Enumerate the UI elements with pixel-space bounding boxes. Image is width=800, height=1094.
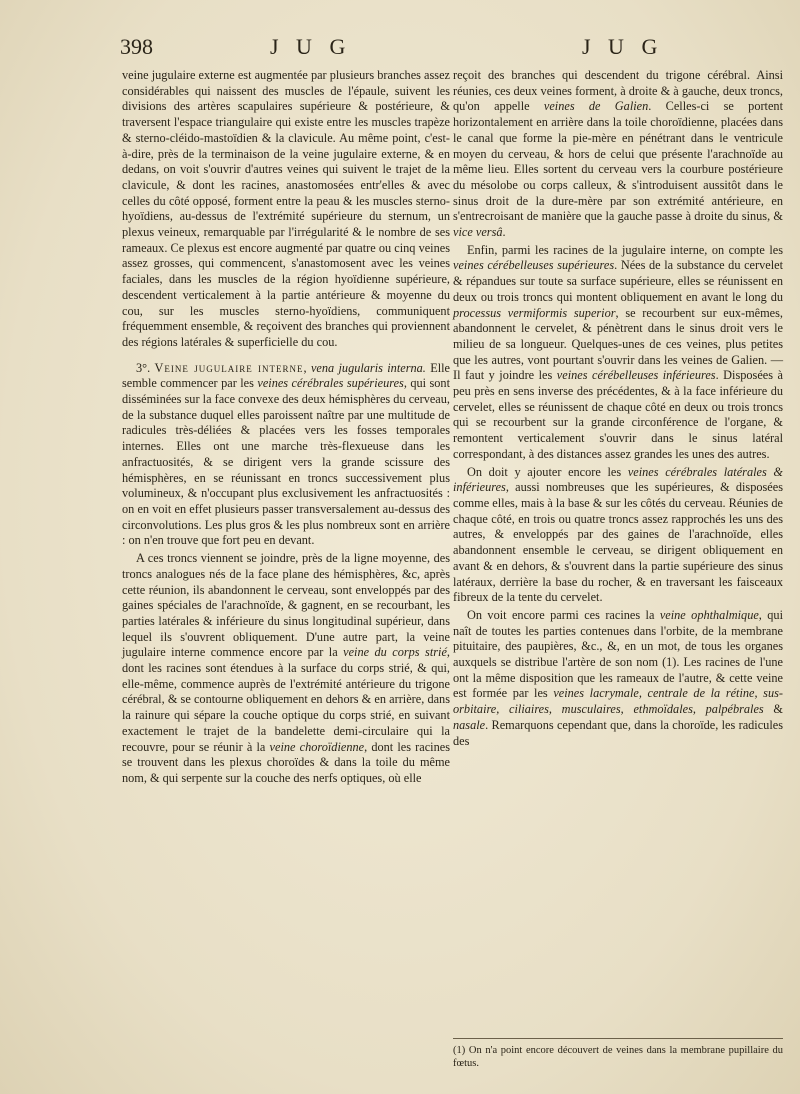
paragraph: [453, 608, 783, 749]
italic-term: vice versâ: [453, 225, 503, 240]
paragraph: [453, 465, 783, 606]
italic-term: nasale: [453, 717, 486, 732]
text-run: Enfin, parmi les racines de la jugulaire interne, on compte les: [467, 242, 783, 257]
text-run: Elle semble commencer par les: [122, 360, 450, 391]
text-run: , aussi nombreuses que les supérieures, & disposées comme elles, mais à la base & sur les côtés du cerveau. Réunies de chaque côté, en trois ou quatre troncs assez rapprochés les uns des autres, & enveloppés par des gaines de l'arachnoïde, elles abandonnent ensemble le cerveau, se dirigent obliquement en avant & en dehors, & s'ouvrent dans la partie supérieure des sinus latéraux, derrière la base du rocher, & en traversant les faisceaux fibreux de la tente du cervelet.: [453, 480, 783, 605]
text-run: , qui naît de toutes les parties contenues dans l'orbite, de la membrane pituitaire, des paupières, &c., &, en un mot, de tous les organes auxquels se distribue l'artère de son nom (1). Les racines de l'une ont la même disposition que les rameaux de l'autre, & cette veine est formée par les: [453, 607, 783, 701]
text-run: . Disposées à peu près en sens inverse des précédentes, & à la face inférieure du cervelet, elles se réunissent de chaque côté en deux ou trois troncs qui se recourbent sur la grande circonférence de l'organe, & remontent verticalement s'ouvrir dans le sinus latéral correspondant, à des distances assez grandes les unes des autres.: [453, 368, 784, 461]
italic-term: veines cérébelleuses supérieures: [453, 258, 615, 273]
italic-term: veines de Galien: [543, 99, 649, 114]
italic-term: processus vermiformis superior: [453, 305, 616, 320]
text-run: , dont les racines sont étendues à la surface du corps strié, & qui, elle-même, commence auprès de l'extrémité antérieure du trigone cérébral, & se contourne obliquement en dehors & en arrière, dans la rainure qui sépare la couche optique du corps strié, en suivant exactement le trajet de la bandelette demi-circulaire qui la recouvre, pour se réunir à la: [122, 645, 450, 754]
italic-term: veine ophthalmique: [659, 607, 759, 622]
section-number: 3°.: [136, 360, 151, 375]
right-column: [453, 68, 783, 751]
latin-term: vena jugularis interna.: [310, 360, 426, 375]
text-run: &: [763, 702, 783, 717]
text-run: , qui sont disséminées sur la face convexe des deux hémisphères du cerveau, de la substance duquel elles paroissent naître par une multitude de radicules très-déliées & placées vers les fosses temporales internes. Elles ont une marche très-flexueuse dans les anfractuosités, & se dirigent vers la grande scissure des hémisphères, en se réunissant en troncs successivement plus volumineux, & n'occupant plus exclusivement les anfractuosités : on en voit en effet plusieurs passer transversalement au-dessus des circonvolutions. Les plus gros & les plus nombreux sont en arrière : on n'en trouve que fort peu en devant.: [122, 376, 451, 548]
text-run: , dont les racines se trouvent dans les plexus choroïdes & dans la toile du même nom, & qui serpente sur la couche des nerfs optiques, où elle: [122, 739, 450, 785]
text-run: On voit encore parmi ces racines la: [467, 607, 660, 622]
paragraph: [122, 551, 450, 787]
text-run: reçoit des branches qui descendent du trigone cérébral. Ainsi réunies, ces deux veines forment, à droite & à gauche, deux troncs, qu'on appelle: [453, 68, 783, 114]
footnote-divider: [453, 1038, 783, 1039]
italic-term: veine choroïdienne: [269, 739, 365, 754]
section-heading: Veine jugulaire interne: [154, 360, 304, 375]
paragraph: [453, 68, 783, 241]
running-header: [120, 30, 770, 64]
right-running-head: J U G: [582, 34, 664, 59]
text-run: , se recourbent sur eux-mêmes, abandonnent le cervelet, & pénètrent dans le sinus droit vers le milieu de sa longueur. Quelques-unes de ces veines, plus petites que les autres, vont pourtant s'ouvrir dans les veines de Galien. — Il faut y joindre les: [453, 305, 783, 383]
text-run: . Nées de la substance du cervelet & répandues sur toute sa surface supérieure, elles se réunissent en deux ou trois troncs qui montent obliquement en avant le long du: [453, 258, 783, 304]
section-paragraph: 3°. Veine jugulaire interne, vena jugularis interna. Elle semble commencer par les veines cérébrales supérieures, qui sont disséminées sur la face convexe des deux hémisphères du cerveau, de la substance duquel elles paroissent naître par une multitude de radicules très-déliées & placées vers les fosses temporales internes. Elles ont une marche très-flexueuse dans les anfractuosités, & se dirigent vers la grande scissure des hémisphères, en se réunissant en troncs successivement plus volumineux, & n'occupant plus exclusivement les anfractuosités : on en voit en effet plusieurs passer transversalement au-dessus des circonvolutions. Les plus gros & les plus nombreux sont en arrière : on n'en trouve que fort peu en devant.: [122, 360, 451, 548]
left-running-head: J U G: [270, 34, 352, 59]
italic-term: veines cérébelleuses inférieures: [556, 368, 716, 383]
italic-term: veines cérébrales latérales & inférieures: [453, 464, 783, 495]
paragraph: veine jugulaire externe est augmentée par plusieurs branches assez considérables qui naissent des muscles de l'épaule, suivent les divisions des artères scapulaires supérieure & postérieure, & traversent l'espace triangulaire qui existe entre les muscles trapèze & sterno-cléido-mastoïdien & la clavicule. Au même point, c'est-à-dire, près de la terminaison de la veine jugulaire externe, & en dedans, on voit s'ouvrir d'autres veines qui suivent le trajet de la clavicule, & dont les racines, anastomosées entr'elles & avec celles du côté opposé, forment entre la peau & les muscles sterno-hyoïdiens, au-dessus de l'extrémité supérieure du sternum, un plexus veineux, remarquable par l'irrégularité & le nombre de ses rameaux. Ce plexus est encore augmenté par quatre ou cinq veines assez grosses, qui commencent, s'anastomosent avec les veines faciales, dans les muscles de la région hyoïdienne supérieure, descendent verticalement à la partie antérieure & moyenne du cou, sur les muscles sterno-hyoïdiens, communiquent fréquemment ensemble, & reçoivent des branches qui proviennent des régions latérales & superficielle du cou.: [122, 68, 450, 349]
footnote: (1) On n'a point encore découvert de veines dans la membrane pupillaire du fœtus.: [453, 1045, 783, 1069]
italic-term: veines lacrymale, centrale de la rétine, sus-orbitaire, ciliaires, musculaires, ethmoïdales, palpébrales: [453, 686, 784, 717]
text-run: On doit y ajouter encore les: [467, 464, 628, 479]
text-run: . Remarquons cependant que, dans la choroïde, les radicules des: [453, 717, 783, 748]
text-run: . Celles-ci se portent horizontalement en arrière dans la toile choroïdienne, placées dans le canal que forme la pie-mère en pénétrant dans le ventricule moyen du cerveau, & hors de celui que présente l'arachnoïde au même lieu. Elles sortent du cerveau vers la courbure postérieure du mésolobe ou corps calleux, & s'introduisent aussitôt dans le sinus droit de la dure-mère par son extrémité antérieure, en s'entrecroisant de manière que la gauche passe à droite du sinus, &: [453, 99, 784, 224]
text-run: .: [502, 225, 506, 240]
page-number: 398: [120, 34, 153, 59]
left-column: [122, 68, 450, 789]
italic-term: veine du corps strié: [343, 645, 447, 660]
paragraph: [453, 243, 783, 463]
text-run: A ces troncs viennent se joindre, près de la ligne moyenne, des troncs analogues nés de la face plane des hémisphères, &c, après cette réunion, ils abandonnent le cerveau, sont enveloppés par des gaines spéciales de l'arachnoïde, & gagnent, en se recourbant, les parties latérales & inférieure du sinus longitudinal supérieur, dans lequel ils s'ouvrent obliquement. D'une autre part, la veine jugulaire interne commence encore par la: [122, 551, 450, 660]
italic-term: veines cérébrales supérieures: [257, 376, 404, 391]
